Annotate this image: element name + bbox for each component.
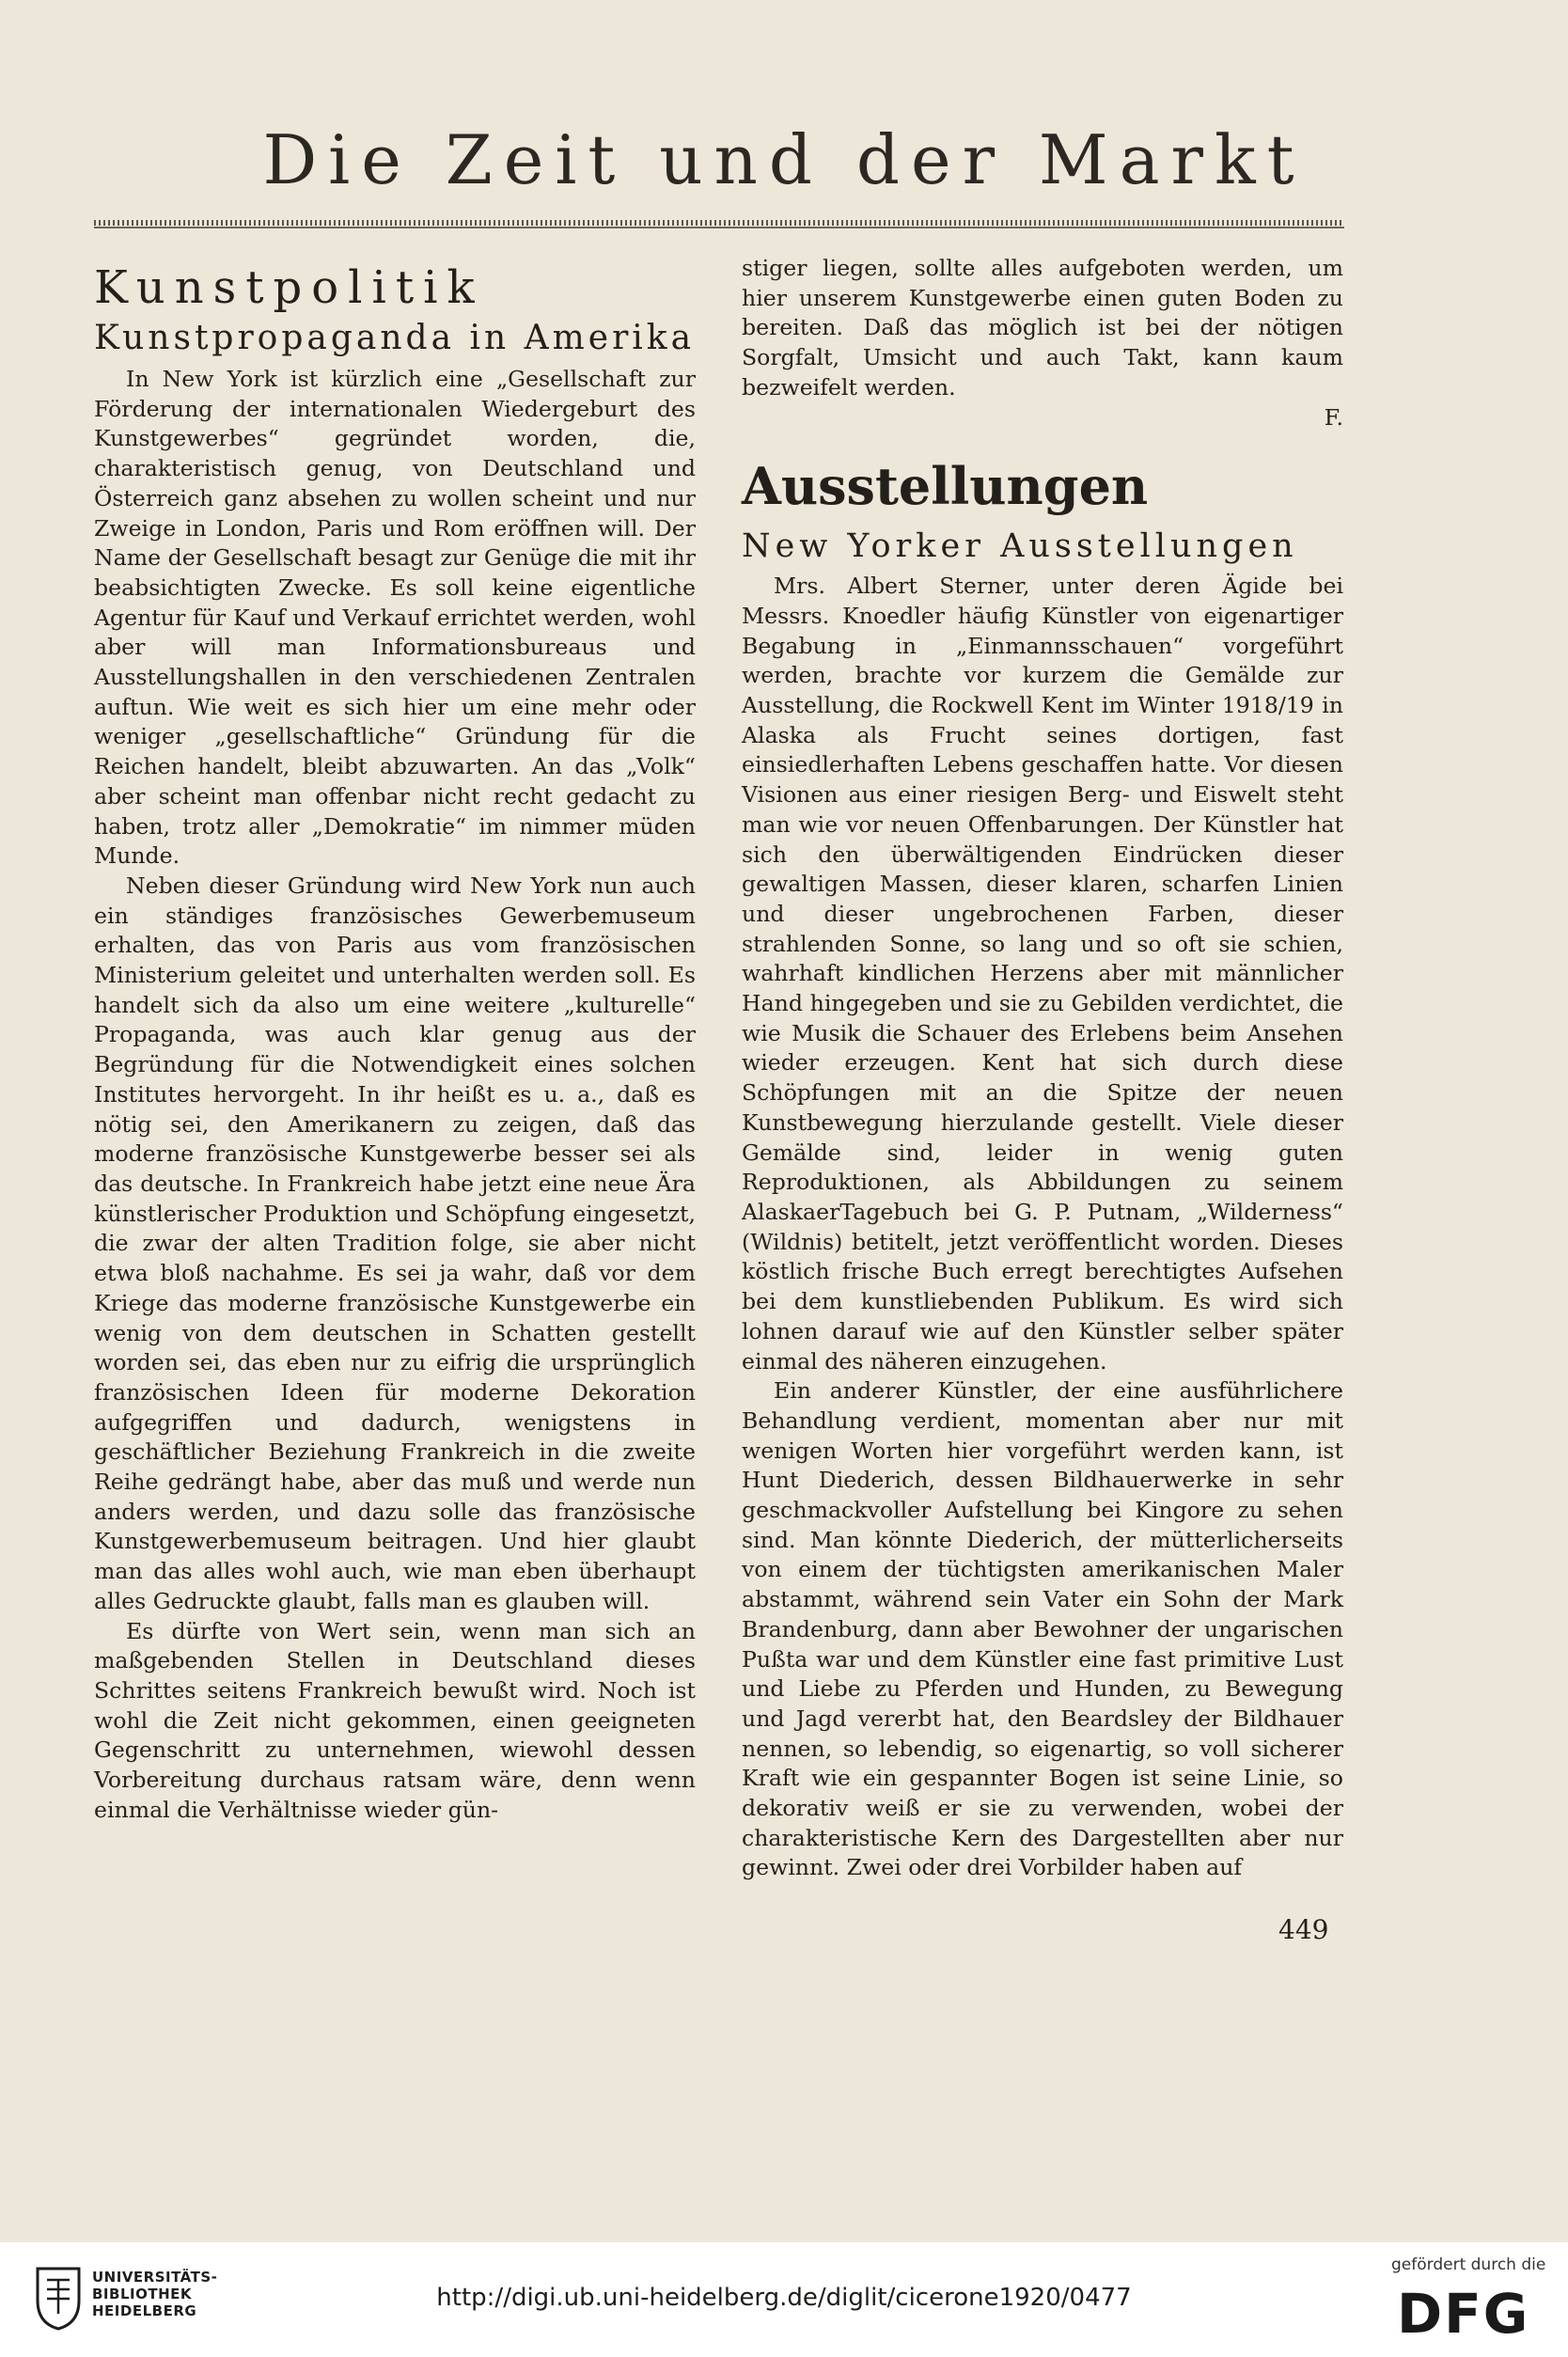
left-column (94, 254, 696, 1825)
title-underline (94, 227, 1344, 228)
paragraph: Es dürfte von Wert sein, wenn man sich an maßgebenden Stellen in Deutschland dieses Schrittes seitens Frankreich bewußt wird. Noch ist wohl die Zeit nicht gekommen, einen geeigneten Gegenschritt zu unternehmen, wiewohl dessen Vorbereitung durchaus ratsam wäre, denn wenn einmal die Verhältnisse wieder gün- (94, 1617, 696, 1823)
library-logo-text[interactable]: UNIVERSITÄTS- BIBLIOTHEK HEIDELBERG (92, 2269, 218, 2319)
permalink-url[interactable]: http://digi.ub.uni-heidelberg.de/diglit/cicerone1920/0477 (436, 2284, 1132, 2312)
dfg-logo[interactable]: DFG (1397, 2282, 1530, 2346)
page-title: Die Zeit und der Markt (262, 120, 1306, 199)
article-heading-new-yorker-ausstellungen: New Yorker Ausstellungen (742, 527, 1298, 566)
viewer-footer (0, 2242, 1568, 2357)
section-heading-ausstellungen: Ausstellungen (742, 456, 1149, 517)
ornamental-rule (94, 220, 1344, 226)
paragraph: Mrs. Albert Sterner, unter deren Ägide bei Messrs. Knoedler häufig Künstler von eigenartiger Begabung in „Einmannsschauen“ vorgeführt werden, brachte vor kurzem die Gemälde zur Ausstellung, die Rockwell Kent im Winter 1918/19 in Alaska als Frucht seines dortigen, fast einsiedlerhaften Lebens geschaffen hatte. Vor diesen Visionen aus einer riesigen Berg- und Eiswelt steht man wie vor neuen Offenbarungen. Der Künstler hat sich den überwältigenden Eindrücken dieser gewaltigen Massen, dieser klaren, scharfen Linien und dieser ungebrochenen Farben, dieser strahlenden Sonne, so lang und so oft sie schien, wahrhaft kindlichen Herzens aber mit männlicher Hand hingegeben und sie zu Gebilden verdichtet, die wie Musik die Schauer des Erlebens beim Ansehen wieder erzeugen. Kent hat sich durch diese Schöpfungen mit an die Spitze der neuen Kunstbewegung hierzulande gestellt. Viele dieser Gemälde sind, leider in wenig guten Reproduktionen, als Abbildungen zu seinem AlaskaerTagebuch bei G. P. Putnam, „Wilderness“ (Wildnis) betitelt, jetzt veröffentlicht worden. Dieses köstlich frische Buch erregt berechtigtes Aufsehen bei dem kunstliebenden Publikum. Es wird sich lohnen darauf wie auf den Künstler selber später einmal des näheren einzugehen. (742, 573, 1343, 1375)
right-column (742, 254, 1343, 1883)
author-signature: F. (1324, 403, 1343, 431)
paragraph: Ein anderer Künstler, der eine ausführlichere Behandlung verdient, momentan aber nur mit wenigen Worten hier vorgeführt werden kann, ist Hunt Diederich, dessen Bildhauerwerke in sehr geschmackvoller Aufstellung bei Kingore zu sehen sind. Man könnte Diederich, der mütterlicherseits von einem der tüchtigsten amerikanischen Maler abstammt, während sein Vater ein Sohn der Mark Brandenburg, dann aber Bewohner der ungarischen Pußta war und dem Künstler eine fast primitive Lust und Liebe zu Pferden und Hunden, zu Bewegung und Jagd vererbt hat, den Beardsley der Bildhauer nennen, so lebendig, so eigenartig, so voll sicherer Kraft wie ein gespannter Bogen ist seine Linie, so dekorativ weiß er sie zu verwenden, wobei der charakteristische Kern des Dargestellten aber nur gewinnt. Zwei oder drei Vorbilder haben auf (742, 1377, 1343, 1881)
paragraph: In New York ist kürzlich eine „Gesellschaft zur Förderung der internationalen Wiedergeburt des Kunstgewerbes“ gegründet worden, die, charakteristisch genug, von Deutschland und Österreich ganz absehen zu wollen scheint und nur Zweige in London, Paris und Rom eröffnen will. Der Name der Gesellschaft besagt zur Genüge die mit ihr beabsichtigten Zwecke. Es soll keine eigentliche Agentur für Kauf und Verkauf errichtet werden, wohl aber will man Informationsbureaus und Ausstellungshallen in den verschiedenen Zentralen auftun. Wie weit es sich hier um eine mehr oder weniger „gesellschaftliche“ Gründung für die Reichen handelt, bleibt abzuwarten. An das „Volk“ aber scheint man offenbar nicht recht gedacht zu haben, trotz aller „Demokratie“ im nimmer müden Munde. (94, 366, 696, 870)
paragraph: Neben dieser Gründung wird New York nun auch ein ständiges französisches Gewerbemuseum erhalten, das von Paris aus vom französischen Ministerium geleitet und unterhalten werden soll. Es handelt sich da also um eine weitere „kulturelle“ Propaganda, was auch klar genug aus der Begründung für die Notwendigkeit eines solchen Institutes hervorgeht. In ihr heißt es u. a., daß es nötig sei, den Amerikanern zu zeigen, daß das moderne französische Kunstgewerbe besser sei als das deutsche. In Frankreich habe jetzt eine neue Ära künstlerischer Produktion und Schöpfung eingesetzt, die zwar der alten Tradition folge, sie aber nicht etwa bloß nachahme. Es sei ja wahr, daß vor dem Kriege das moderne französische Kunstgewerbe ein wenig von dem deutschen in Schatten gestellt worden sei, das eben nur zu eifrig die ursprünglich französischen Ideen für moderne Dekoration aufgegriffen und dadurch, wenigstens in geschäftlicher Beziehung Frankreich in die zweite Reihe gedrängt habe, aber das muß und werde nun anders werden, und dazu solle das französische Kunstgewerbemuseum beitragen. Und hier glaubt man das alles wohl auch, wie man eben überhaupt alles Gedruckte glaubt, falls man es glauben will. (94, 872, 696, 1614)
section-heading-kunstpolitik: Kunstpolitik (94, 261, 484, 314)
page-number: 449 (1278, 1914, 1329, 1945)
funder-label: gefördert durch die (1391, 2255, 1546, 2274)
article-heading-kunstpropaganda: Kunstpropaganda in Amerika (94, 319, 696, 357)
paragraph-continuation: stiger liegen, sollte alles aufgeboten werden, um hier unserem Kunstgewerbe einen guten Boden zu bereiten. Daß das möglich ist bei der nötigen Sorgfalt, Umsicht und auch Takt, kann kaum bezweifelt werden. (742, 255, 1343, 401)
